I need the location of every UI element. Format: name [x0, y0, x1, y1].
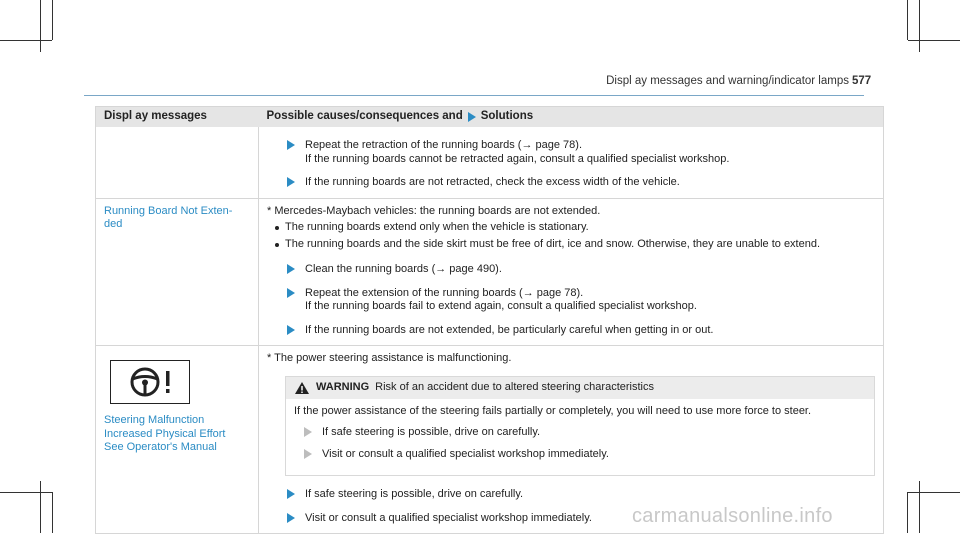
action-text: Repeat the extension of the running boards (→ page 78). — [305, 286, 584, 299]
table-row — [96, 198, 884, 346]
action-text: If the running boards are not retracted, check the excess width of the vehicle. — [305, 176, 680, 188]
list-item — [267, 221, 875, 235]
crop-mark — [52, 492, 53, 533]
warning-action — [294, 426, 866, 440]
watermark: carmanualsonline.info — [632, 505, 833, 527]
display-message: Running Board Not Exten- — [104, 204, 233, 217]
warning-body — [286, 399, 874, 476]
warning-triangle-icon — [294, 381, 310, 395]
action-step — [267, 139, 875, 166]
header-rule — [84, 95, 864, 96]
action-arrow-icon — [287, 325, 295, 335]
solution-cell — [259, 198, 884, 346]
column-header-messages: Displ ay messages — [96, 107, 259, 128]
action-text: If safe steering is possible, drive on carefully. — [305, 488, 524, 500]
action-text: If the running boards are not extended, be particularly careful when getting in or out. — [305, 323, 714, 336]
page-number: 577 — [852, 75, 872, 87]
action-arrow-icon — [287, 264, 295, 274]
display-message: ded — [104, 218, 123, 230]
action-text: Visit or consult a qualified specialist workshop immediately. — [322, 447, 609, 460]
running-header: Displ ay messages and warning/indicator lamps — [606, 75, 849, 87]
crop-mark — [40, 0, 41, 52]
action-arrow-icon — [304, 427, 312, 437]
action-step — [267, 263, 875, 277]
action-arrow-icon — [287, 177, 295, 187]
warning-text: If the power assistance of the steering fails partially or completely, you will need to use more force to steer. — [294, 404, 812, 417]
action-arrow-icon — [304, 449, 312, 459]
display-message: See Operator's Manual — [104, 441, 217, 453]
list-item — [267, 238, 875, 252]
action-text: If the running boards cannot be retracted again, consult a qualified specialist workshop. — [305, 152, 730, 165]
column-header-causes — [259, 107, 884, 128]
action-arrow-icon — [287, 489, 295, 499]
crop-mark — [919, 481, 920, 533]
action-text: Repeat the retraction of the running boards (→ page 78). — [305, 139, 583, 151]
action-step — [267, 488, 875, 502]
action-step — [267, 176, 875, 190]
solution-cell — [259, 127, 884, 198]
bullet-text: The running boards extend only when the vehicle is stationary. — [285, 221, 589, 233]
column-header-causes-label: Possible causes/consequences and — [266, 110, 463, 123]
action-arrow-icon — [287, 288, 295, 298]
action-step — [267, 287, 875, 314]
warning-title: Risk of an accident due to altered steering characteristics — [375, 380, 654, 393]
display-messages-table — [95, 106, 884, 534]
bullet-icon — [275, 226, 279, 230]
steering-wheel-warning-icon — [110, 360, 190, 404]
crop-mark — [907, 492, 908, 533]
display-message: Steering Malfunction — [104, 414, 205, 426]
message-cell — [96, 127, 259, 198]
message-cell — [96, 198, 259, 346]
crop-mark — [908, 40, 960, 41]
crop-mark — [40, 481, 41, 533]
crop-mark — [919, 0, 920, 52]
action-step — [267, 324, 875, 338]
action-arrow-icon — [468, 112, 476, 122]
message-cell — [96, 346, 259, 534]
cause-text: * The power steering assistance is malfunctioning. — [267, 352, 512, 364]
action-arrow-icon — [287, 140, 295, 150]
action-text: Clean the running boards (→ page 490). — [305, 263, 502, 275]
warning-label: WARNING — [316, 380, 370, 393]
table-header-row — [96, 107, 884, 128]
crop-mark — [0, 40, 52, 41]
crop-mark — [0, 492, 52, 493]
warning-box — [285, 376, 875, 477]
action-text: Visit or consult a qualified specialist workshop immediately. — [305, 511, 592, 524]
crop-mark — [52, 0, 53, 40]
column-header-solutions-label: Solutions — [480, 110, 534, 123]
table-row — [96, 127, 884, 198]
action-text: If safe steering is possible, drive on carefully. — [322, 426, 541, 438]
bullet-text: The running boards and the side skirt must be free of dirt, ice and snow. Otherwise, they are unable to extend. — [285, 237, 821, 250]
warning-action — [294, 448, 866, 462]
display-message: Increased Physical Effort — [104, 427, 226, 440]
bullet-icon — [275, 243, 279, 247]
action-arrow-icon — [287, 513, 295, 523]
action-text: If the running boards fail to extend again, consult a qualified specialist workshop. — [305, 300, 697, 312]
crop-mark — [907, 0, 908, 40]
cause-text: * Mercedes-Maybach vehicles: the running boards are not extended. — [267, 204, 601, 217]
crop-mark — [908, 492, 960, 493]
warning-header — [286, 377, 874, 399]
